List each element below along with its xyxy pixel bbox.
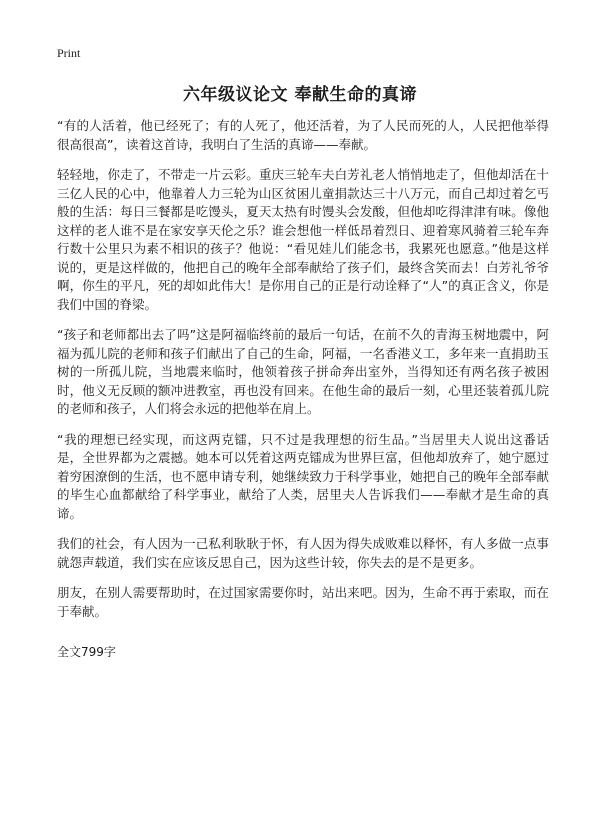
paragraph-intro: “有的人活着，他已经死了；有的人死了，他还活着，为了人民而死的人，人民把他举得很高很高”，读着这首诗，我明白了生活的真谛——奉献。 [57, 118, 549, 152]
paragraph-conclusion: 朋友，在别人需要帮助时，在过国家需要你时，站出来吧。因为，生命不再于索取，而在于奉献。 [57, 585, 549, 619]
print-link[interactable]: Print [57, 46, 81, 60]
paragraph-reflection: 我们的社会，有人因为一己私利耿耿于怀，有人因为得失成败难以释怀，有人多做一点事就怨声载道，我们实在应该反思自己，因为这些计较，你失去的是不是更多。 [57, 536, 549, 570]
document-title: 六年级议论文 奉献生命的真谛 [183, 85, 417, 105]
article-body [57, 117, 549, 633]
paragraph-marie-curie: “我的理想已经实现，而这两克镭，只不过是我理想的衍生品。”当居里夫人说出这番话是，全世界都为之震撼。她本可以凭着这两克镭成为世界巨富，但他却放弃了，她宁愿过着穷困潦倒的生活，也不愿申请专利，她继续致力于科学事业，她把自己的晚年全部奉献的毕生心血都献给了科学事业，献给了人类，居里夫人告诉我们——奉献才是生命的真谛。 [57, 431, 549, 521]
paragraph-a-fu: “孩子和老师都出去了吗”这是阿福临终前的最后一句话，在前不久的青海玉树地震中，阿福为孤儿院的老师和孩子们献出了自己的生命，阿福，一名香港义工，多年来一直捐助玉树的一所孤儿院，当地震来临时，他领着孩子拼命奔出室外，当得知还有两名孩子被困时，他义无反顾的额冲进教室，再也没有回来。在他生命的最后一刻，心里还装着孤儿院的老师和孩子，人们将会永远的把他举在肩上。 [57, 327, 549, 416]
word-count: 全文799字 [57, 645, 116, 659]
paragraph-bai-fangli: 轻轻地，你走了，不带走一片云彩。重庆三轮车夫白芳礼老人悄悄地走了，但他却活在十三亿人民的心中，他靠着人力三轮为山区贫困儿童捐款达三十八万元，而自己却过着乞丐般的生活：每日三餐都是吃馒头，夏天太热有时馒头会发酸，但他却吃得津津有味。像他这样的老人谁不是在家安享天伦之乐？谁会想他一样低昂着烈日、迎着寒风骑着三轮车奔行数十公里只为素不相识的孩子？他说：“看见娃儿们能念书，我累死也愿意。”他是这样说的，更是这样做的，他把自己的晚年全部奉献给了孩子们，最终含笑而去！白芳礼爷爷啊，你生的平凡，死的却如此伟大！是你用自己的正是行动诠释了“人”的真正含义，你是我们中国的脊梁。 [57, 167, 549, 312]
